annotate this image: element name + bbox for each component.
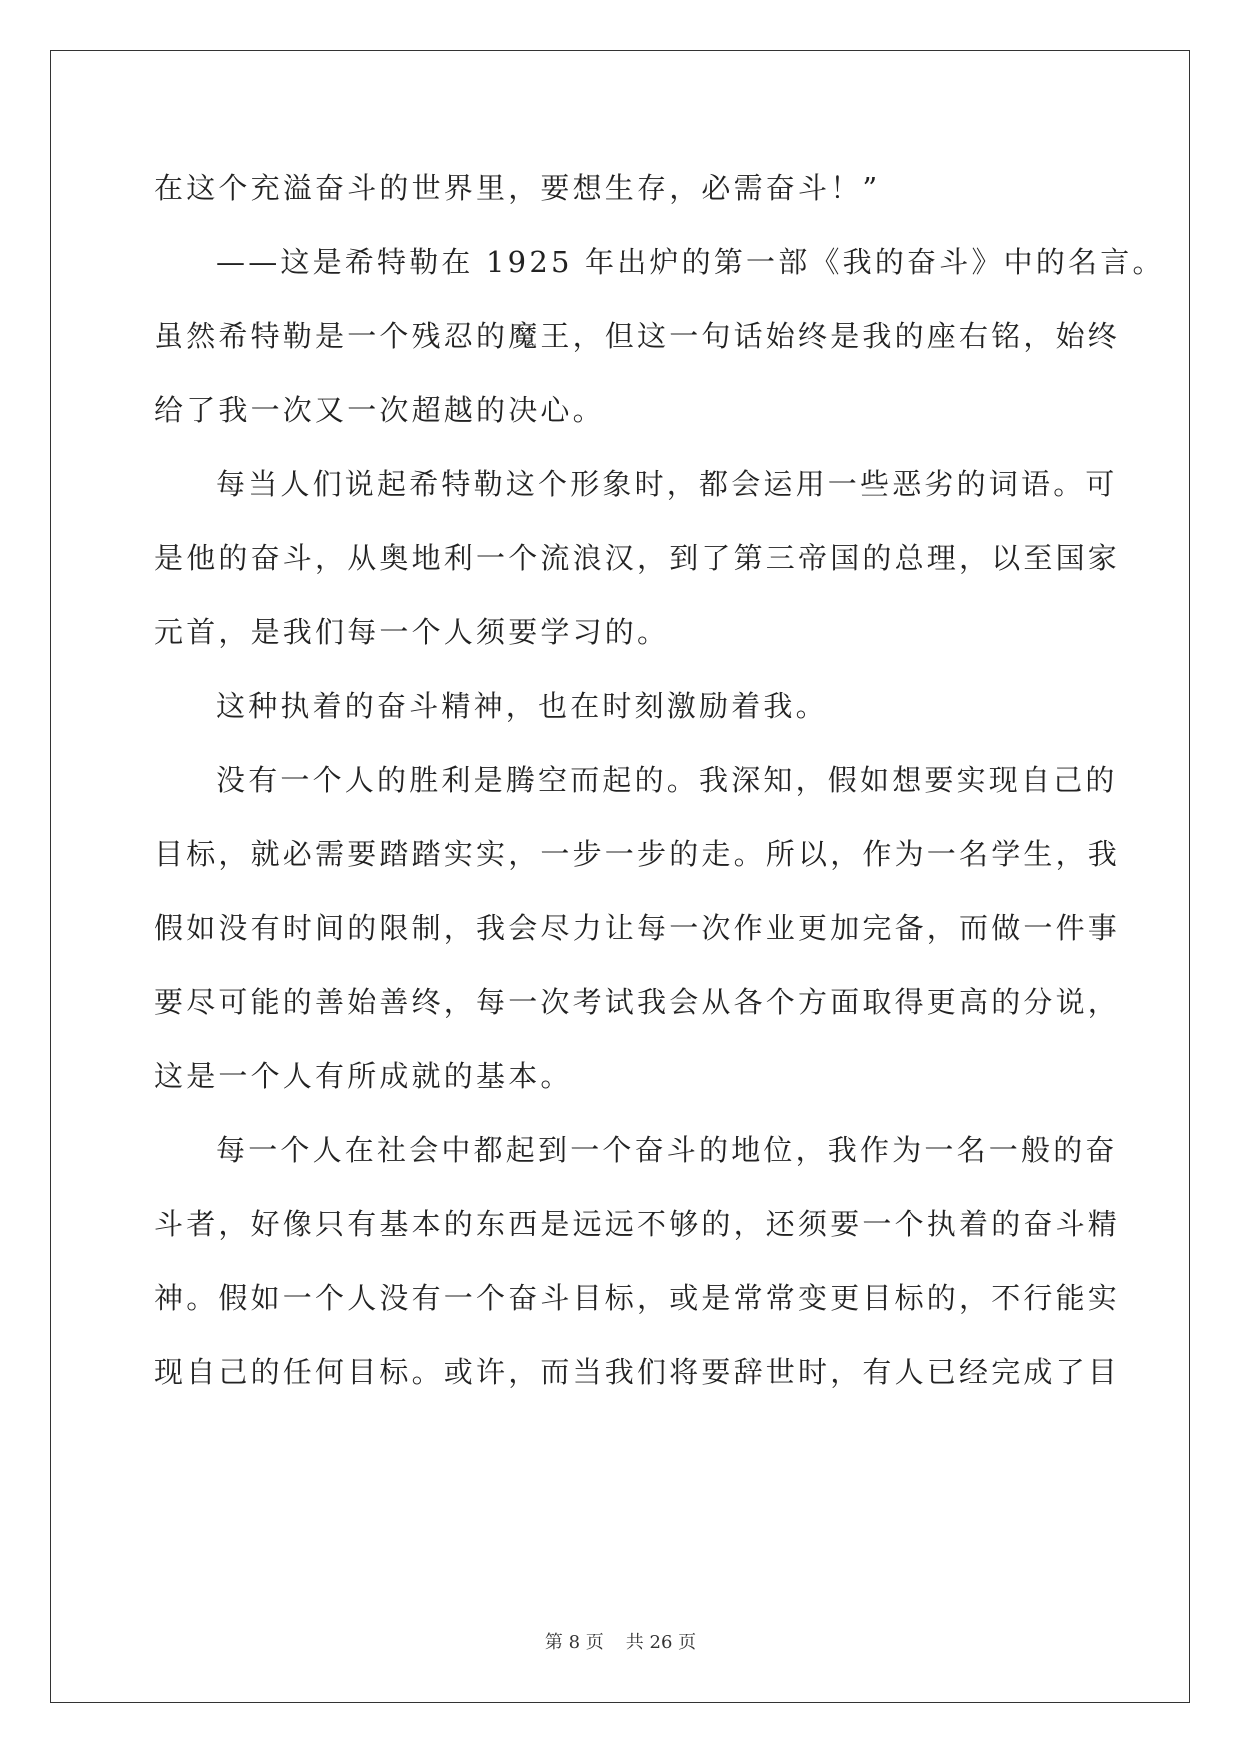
text-line: 这种执着的奋斗精神，也在时刻激励着我。 <box>216 689 828 723</box>
text-line: ——这是希特勒在 1925 年出炉的第一部《我的奋斗》中的名言。 <box>216 245 1165 279</box>
text-line: 给了我一次又一次超越的决心。 <box>154 393 605 427</box>
text-line: 现自己的任何目标。或许，而当我们将要辞世时，有人已经完成了目 <box>154 1355 1121 1389</box>
text-line: 每当人们说起希特勒这个形象时，都会运用一些恶劣的词语。可 <box>216 467 1118 501</box>
text-line: 没有一个人的胜利是腾空而起的。我深知，假如想要实现自己的 <box>216 763 1118 797</box>
text-line: 在这个充溢奋斗的世界里，要想生存，必需奋斗！” <box>154 171 881 205</box>
page-number: 第 8 页 <box>544 1632 604 1653</box>
text-line: 元首，是我们每一个人须要学习的。 <box>154 615 670 649</box>
text-line: 这是一个人有所成就的基本。 <box>154 1059 573 1093</box>
text-line: 目标，就必需要踏踏实实，一步一步的走。所以，作为一名学生，我 <box>154 837 1121 871</box>
text-line: 是他的奋斗，从奥地利一个流浪汉，到了第三帝国的总理，以至国家 <box>154 541 1121 575</box>
page-footer <box>0 1628 1241 1654</box>
text-line: 神。假如一个人没有一个奋斗目标，或是常常变更目标的，不行能实 <box>154 1281 1121 1315</box>
total-pages: 共 26 页 <box>625 1632 697 1653</box>
text-line: 假如没有时间的限制，我会尽力让每一次作业更加完备，而做一件事 <box>154 911 1121 945</box>
text-line: 斗者，好像只有基本的东西是远远不够的，还须要一个执着的奋斗精 <box>154 1207 1121 1241</box>
text-line: 每一个人在社会中都起到一个奋斗的地位，我作为一名一般的奋 <box>216 1133 1118 1167</box>
page-border <box>50 50 1190 1703</box>
text-line: 要尽可能的善始善终，每一次考试我会从各个方面取得更高的分说， <box>154 985 1121 1019</box>
text-line: 虽然希特勒是一个残忍的魔王，但这一句话始终是我的座右铭，始终 <box>154 319 1121 353</box>
